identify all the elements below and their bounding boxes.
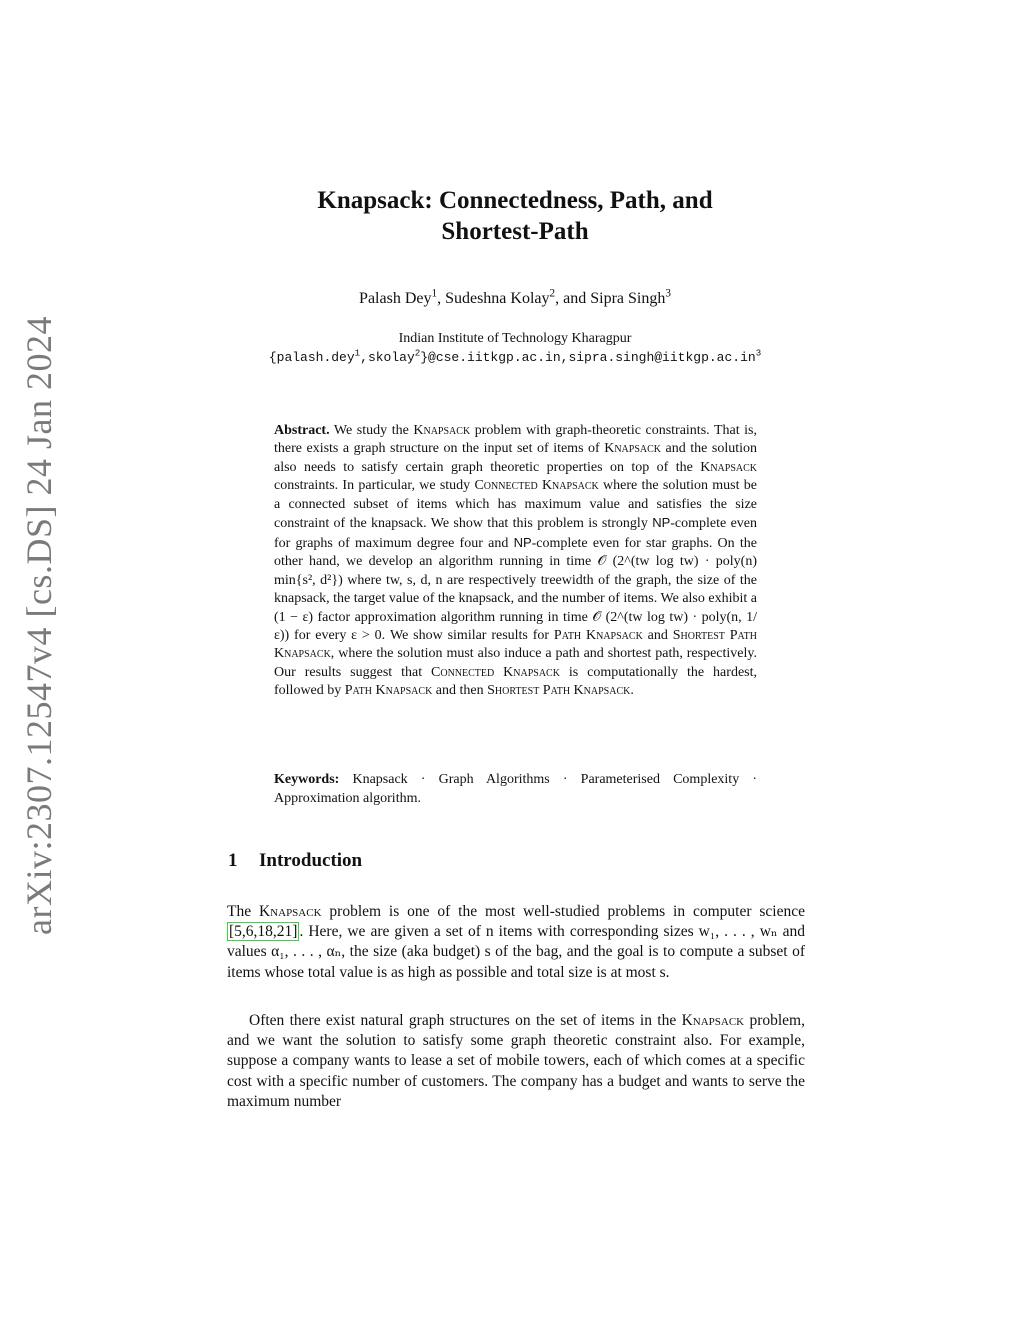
keywords-text: Knapsack · Graph Algorithms · Parameterised Complexity · Approximation algorithm.: [274, 772, 757, 806]
author-separator: ,: [437, 290, 446, 307]
author-separator: , and: [555, 290, 591, 307]
section-number: 1: [228, 850, 238, 871]
paper-title: [230, 185, 800, 247]
author-affil-mark: 3: [665, 287, 671, 300]
section-title: Introduction: [259, 850, 363, 871]
keywords-label: Keywords:: [274, 772, 340, 787]
intro-paragraph-1: The Knapsack problem is one of the most well-studied problems in computer science [5,6,18,21] . Here, we are given a set of n items with corresponding sizes w₁, . . . , wₙ and values α₁, . . . , αₙ, the size (aka budget) s of the bag, and the goal is to compute a subset of items whose total value is as high as possible and total size is at most s.: [227, 903, 805, 981]
intro-paragraph-2: Often there exist natural graph structures on the set of items in the Knapsack problem, and we want the solution to satisfy some graph theoretic constraint also. For example, suppose a company wants to lease a set of mobile towers, each of which comes at a specific cost with a specific number of customers. The company has a budget and wants to serve the maximum number: [227, 1012, 805, 1110]
problem-name: Knapsack: [413, 423, 471, 438]
author-name: Palash Dey: [359, 290, 432, 307]
author-affil-mark: 1: [431, 287, 438, 300]
author-name: Sudeshna Kolay: [445, 290, 550, 307]
abstract-label: Abstract.: [274, 423, 330, 438]
author-name: Sipra Singh: [590, 290, 666, 307]
problem-name: Path Knapsack: [553, 627, 643, 643]
problem-name: Shortest Path Knapsack: [274, 627, 758, 662]
citation-link[interactable]: [5,6,18,21]: [229, 923, 298, 941]
problem-name: Path Knapsack: [344, 683, 433, 699]
runtime-formula: 𝒪 (2^(tw log tw) · poly(n, 1/ε)): [274, 609, 758, 643]
problem-name: Knapsack: [604, 441, 662, 457]
problem-name: Connected Knapsack: [474, 478, 599, 494]
problem-name: Connected Knapsack: [431, 664, 560, 680]
title-line-2: Shortest-Path: [441, 218, 589, 245]
complexity-class: NP: [513, 534, 532, 550]
problem-name: Knapsack: [258, 903, 322, 920]
affiliation-block: [230, 329, 800, 367]
keywords: [274, 771, 757, 808]
problem-name: Shortest Path Knapsack: [487, 683, 631, 699]
author-list: [230, 287, 800, 308]
author-emails: $\{palash.dey^1,skolay^2\}@cse.iitkgp.ac.in,sipra.singh@iitkgp.ac.in^3$: [268, 347, 762, 365]
arxiv-identifier: arXiv:2307.12547v4 [cs.DS] 24 Jan 2024: [19, 316, 59, 935]
complexity-class: NP: [652, 515, 671, 531]
runtime-formula: 𝒪 (2^(tw log tw) · poly(n) min{s², d²}): [274, 554, 757, 588]
problem-name: Knapsack: [700, 459, 757, 475]
section-heading: [228, 850, 362, 872]
author-affil-mark: 2: [549, 287, 556, 300]
affiliation: Indian Institute of Technology Kharagpur: [398, 331, 632, 346]
problem-name: Knapsack: [681, 1012, 745, 1029]
title-line-1: Knapsack: Connectedness, Path, and: [317, 187, 713, 214]
abstract: Abstract. We study the Knapsack problem with graph-theoretic constraints. That is, there exists a graph structure on the input set of items of Knapsack and the solution also needs to satisfy certain graph theoretic properties on top of the Knapsack constraints. In particular, we study Connected Knapsack where the solution must be a connected subset of items which has maximum value and satisfies the size constraint of the knapsack. We show that this problem is strongly NP-complete even for graphs of maximum degree four and NP-complete even for star graphs. On the other hand, we develop an algorithm running in time 𝒪 (2^(tw log tw) · poly(n) min{s², d²}) where tw, s, d, n are respectively treewidth of the graph, the size of the knapsack, the target value of the knapsack, and the number of items. We also exhibit a (1 − ε) factor approximation algorithm running in time 𝒪 (2^(tw log tw) · poly(n, 1/ε)) for every ε > 0. We show similar results for Path Knapsack and Shortest Path Knapsack, where the solution must also induce a path and shortest path, respectively. Our results suggest that Connected Knapsack is computationally the hardest, followed by Path Knapsack and then Shortest Path Knapsack.: [274, 423, 758, 699]
